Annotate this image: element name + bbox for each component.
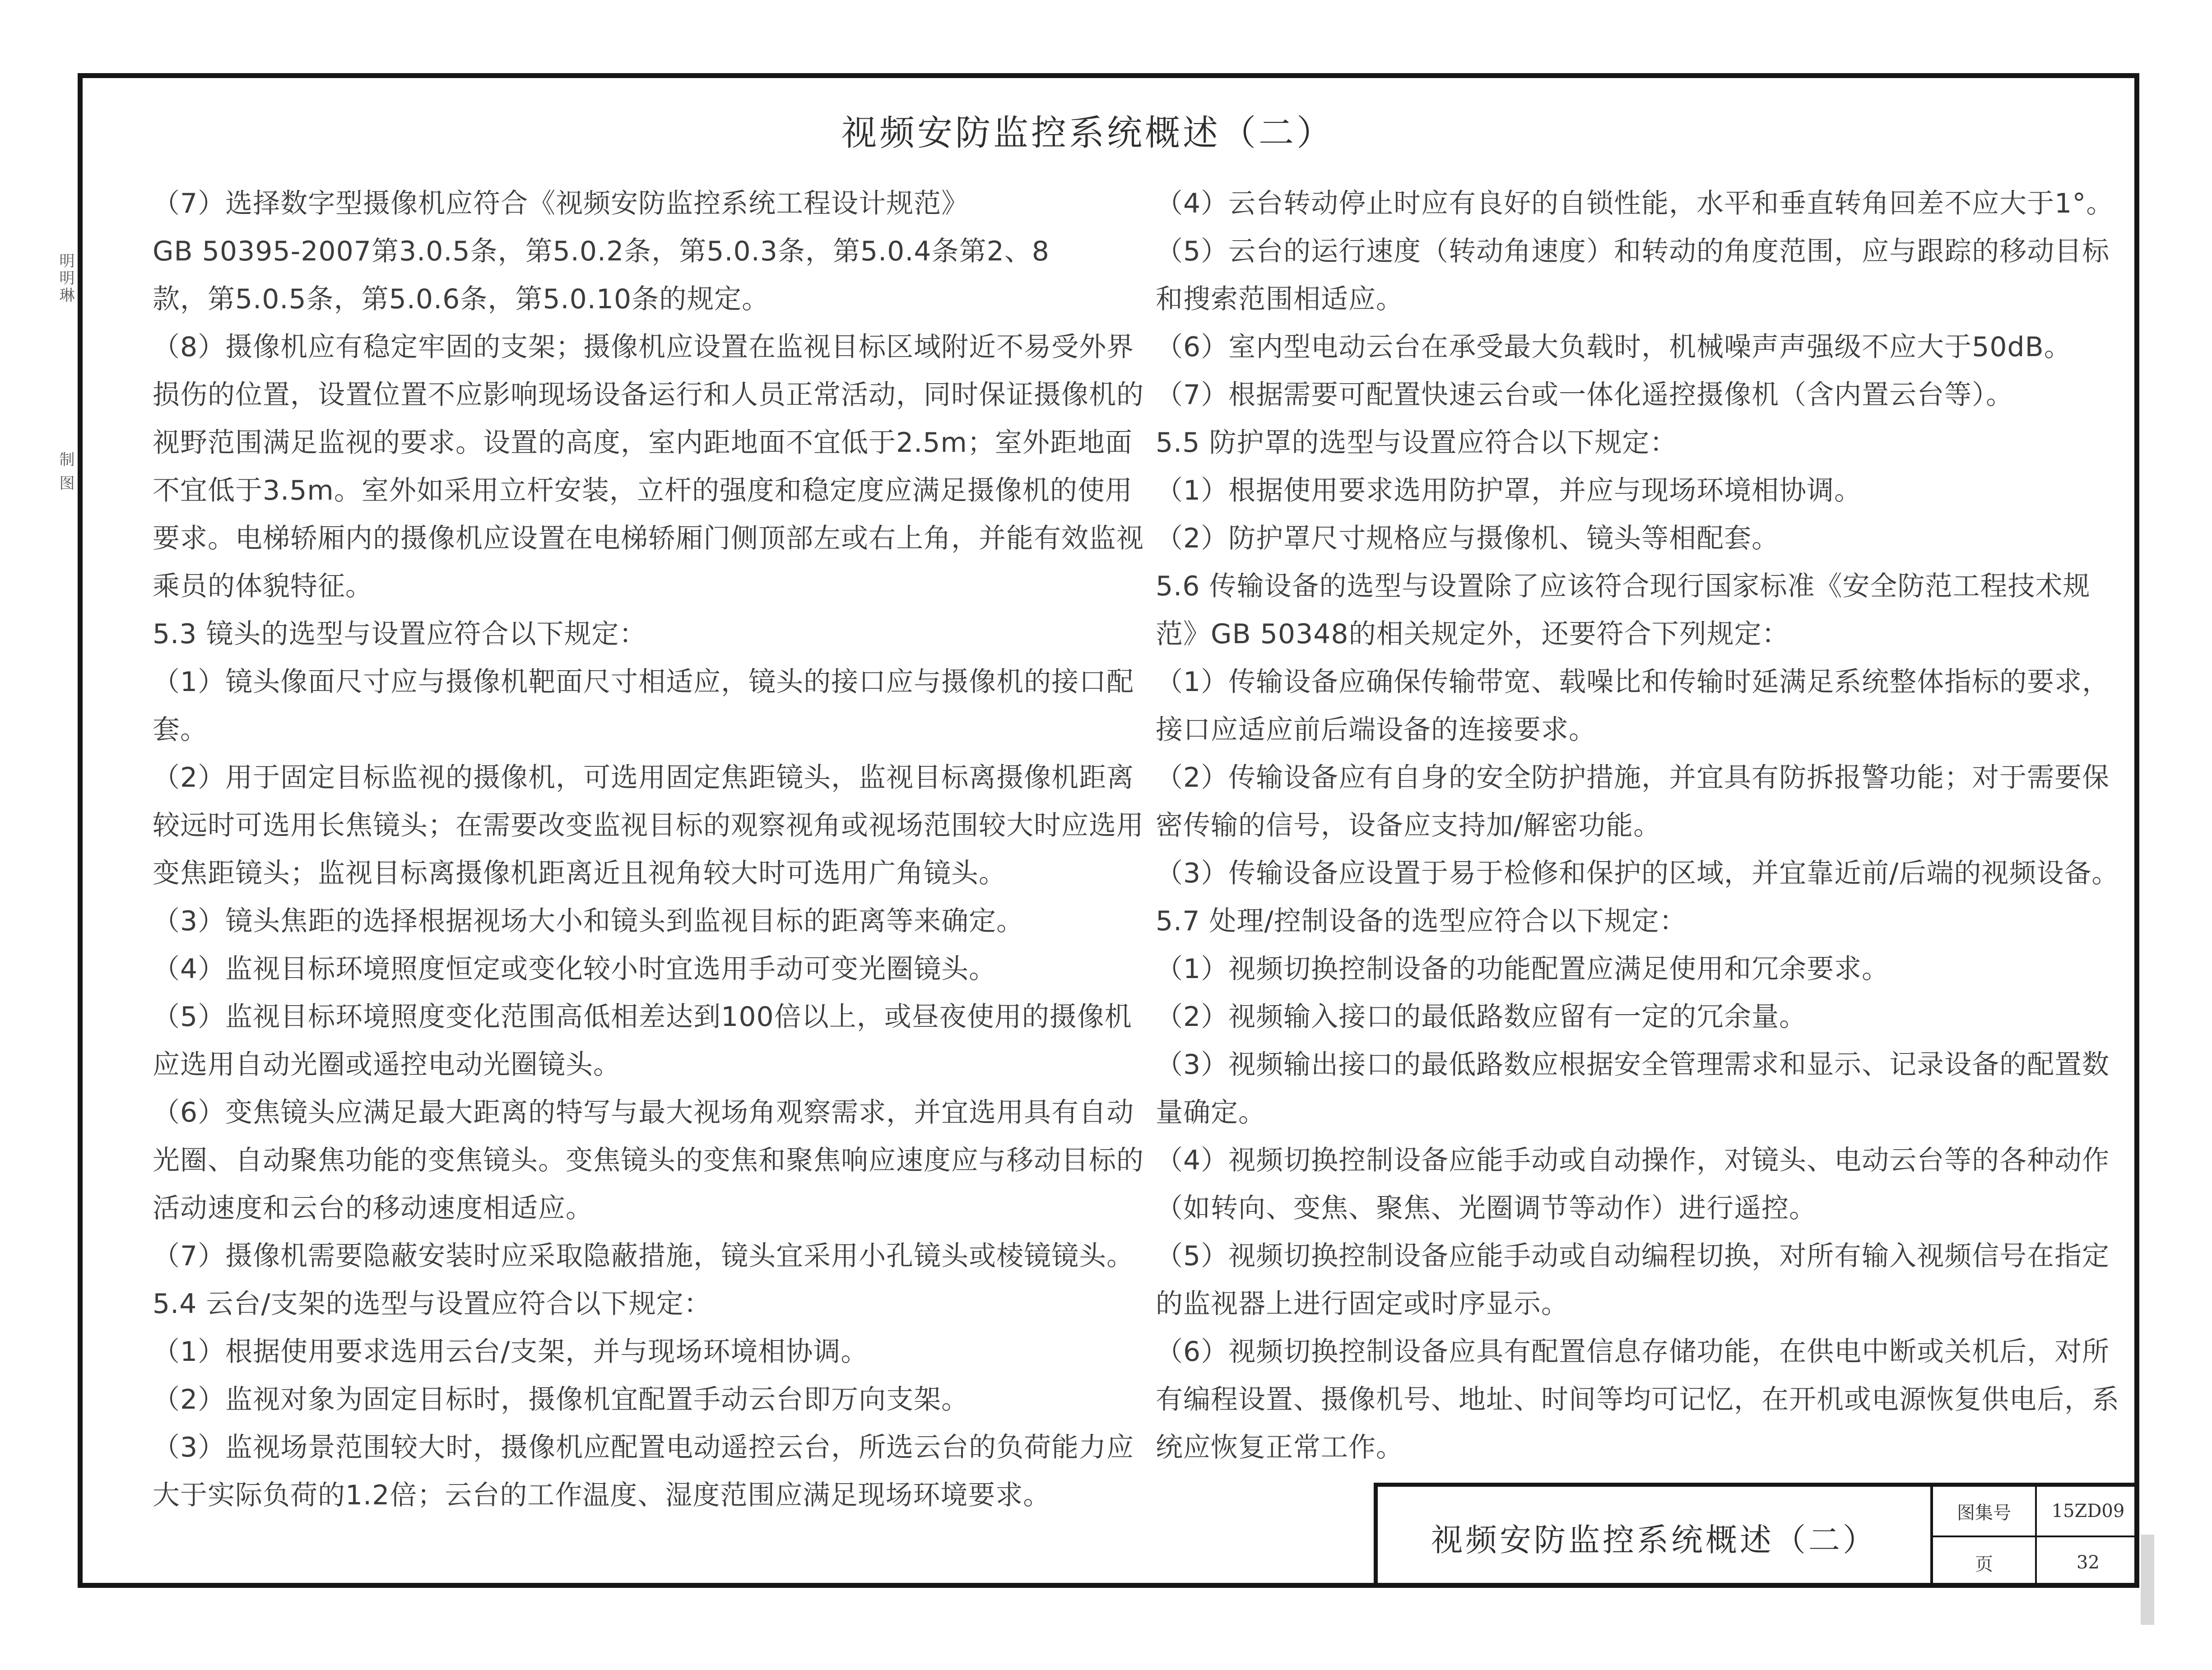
text-line: （4）云台转动停止时应有良好的自锁性能，水平和垂直转角回差不应大于1°。 xyxy=(1156,188,2114,219)
text-line: （8）摄像机应有稳定牢固的支架；摄像机应设置在监视目标区域附近不易受外界 xyxy=(153,331,1134,363)
text-line: 密传输的信号，设备应支持加/解密功能。 xyxy=(1156,810,1661,841)
text-line: （6）变焦镜头应满足最大距离的特写与最大视场角观察需求，并宜选用具有自动 xyxy=(153,1097,1134,1128)
text-line: （2）用于固定目标监视的摄像机，可选用固定焦距镜头，监视目标离摄像机距离 xyxy=(153,762,1134,793)
text-line: 量确定。 xyxy=(1156,1097,1266,1128)
text-line: GB 50395-2007第3.0.5条，第5.0.2条，第5.0.3条，第5.0.4条第2、8 xyxy=(153,236,1050,267)
text-line: 光圈、自动聚焦功能的变焦镜头。变焦镜头的变焦和聚焦响应速度应与移动目标的 xyxy=(153,1145,1144,1176)
scan-edge xyxy=(2141,1535,2154,1625)
text-line: 较远时可选用长焦镜头；在需要改变监视目标的观察视角或视场范围较大时应选用 xyxy=(153,810,1144,841)
text-line: 有编程设置、摄像机号、地址、时间等均可记忆，在开机或电源恢复供电后，系 xyxy=(1156,1384,2119,1415)
text-line: （5）监视目标环境照度变化范围高低相差达到100倍以上，或昼夜使用的摄像机 xyxy=(153,1001,1132,1033)
text-line: （1）根据使用要求选用云台/支架，并与现场环境相协调。 xyxy=(153,1336,869,1368)
text-line: （5）云台的运行速度（转动角速度）和转动的角度范围，应与跟踪的移动目标 xyxy=(1156,236,2110,267)
title-block-title: 视频安防监控系统概述（二） xyxy=(1378,1487,1933,1588)
text-line: 的监视器上进行固定或时序显示。 xyxy=(1156,1288,1569,1320)
text-line: 统应恢复正常工作。 xyxy=(1156,1432,1403,1463)
text-line: （6）视频切换控制设备应具有配置信息存储功能，在供电中断或关机后，对所 xyxy=(1156,1336,2110,1368)
text-line: 视野范围满足监视的要求。设置的高度，室内距地面不宜低于2.5m；室外距地面 xyxy=(153,427,1133,459)
text-line: （2）传输设备应有自身的安全防护措施，并宜具有防拆报警功能；对于需要保 xyxy=(1156,762,2110,793)
atlas-number-label: 图集号 xyxy=(1933,1487,2037,1537)
text-line: （6）室内型电动云台在承受最大负载时，机械噪声声强级不应大于50dB。 xyxy=(1156,331,2072,363)
text-line: 5.7 处理/控制设备的选型应符合以下规定： xyxy=(1156,905,1687,937)
page-title: 视频安防监控系统概述（二） xyxy=(841,113,1334,153)
text-line: 要求。电梯轿厢内的摄像机应设置在电梯轿厢门侧顶部左或右上角，并能有效监视 xyxy=(153,523,1144,554)
atlas-number-value: 15ZD09 xyxy=(2037,1487,2139,1537)
text-line: 套。 xyxy=(153,714,208,746)
text-line: 乘员的体貌特征。 xyxy=(153,571,373,602)
text-line: （1）视频切换控制设备的功能配置应满足使用和冗余要求。 xyxy=(1156,953,1890,985)
text-line: （2）监视对象为固定目标时，摄像机宜配置手动云台即万向支架。 xyxy=(153,1384,969,1415)
text-line: 5.3 镜头的选型与设置应符合以下规定： xyxy=(153,618,647,650)
page-number-label: 页 xyxy=(1933,1537,2037,1588)
title-block xyxy=(1374,1483,2139,1588)
text-line: （7）摄像机需要隐蔽安装时应采取隐蔽措施，镜头宜采用小孔镜头或棱镜镜头。 xyxy=(153,1240,1134,1272)
text-line: （7）选择数字型摄像机应符合《视频安防监控系统工程设计规范》 xyxy=(153,188,969,219)
text-line: （4）视频切换控制设备应能手动或自动操作，对镜头、电动云台等的各种动作 xyxy=(1156,1145,2110,1176)
text-line: 不宜低于3.5m。室外如采用立杆安装，立杆的强度和稳定度应满足摄像机的使用 xyxy=(153,475,1133,506)
text-line: 应选用自动光圈或遥控电动光圈镜头。 xyxy=(153,1049,621,1081)
text-line: （5）视频切换控制设备应能手动或自动编程切换，对所有输入视频信号在指定 xyxy=(1156,1240,2110,1272)
text-line: 接口应适应前后端设备的连接要求。 xyxy=(1156,714,1596,746)
text-line: 5.5 防护罩的选型与设置应符合以下规定： xyxy=(1156,427,1678,459)
text-line: （3）镜头焦距的选择根据视场大小和镜头到监视目标的距离等来确定。 xyxy=(153,905,1024,937)
text-line: 和搜索范围相适应。 xyxy=(1156,283,1403,315)
text-line: 活动速度和云台的移动速度相适应。 xyxy=(153,1192,593,1224)
text-line: 款，第5.0.5条，第5.0.6条，第5.0.10条的规定。 xyxy=(153,283,770,315)
text-line: 范》GB 50348的相关规定外，还要符合下列规定： xyxy=(1156,618,1789,650)
text-line: 变焦距镜头；监视目标离摄像机距离近且视角较大时可选用广角镜头。 xyxy=(153,858,1006,889)
text-line: 大于实际负荷的1.2倍；云台的工作温度、湿度范围应满足现场环境要求。 xyxy=(153,1480,1051,1511)
text-line: （2）防护罩尺寸规格应与摄像机、镜头等相配套。 xyxy=(1156,523,1780,554)
text-line: （3）视频输出接口的最低路数应根据安全管理需求和显示、记录设备的配置数 xyxy=(1156,1049,2110,1081)
text-line: （3）传输设备应设置于易于检修和保护的区域，并宜靠近前/后端的视频设备。 xyxy=(1156,858,2119,889)
margin-label-1: 明明琳 xyxy=(56,253,74,304)
text-line: （2）视频输入接口的最低路数应留有一定的冗余量。 xyxy=(1156,1001,1807,1033)
text-line: （3）监视场景范围较大时，摄像机应配置电动遥控云台，所选云台的负荷能力应 xyxy=(153,1432,1134,1463)
text-line: （4）监视目标环境照度恒定或变化较小时宜选用手动可变光圈镜头。 xyxy=(153,953,997,985)
text-line: 损伤的位置，设置位置不应影响现场设备运行和人员正常活动，同时保证摄像机的 xyxy=(153,379,1144,411)
text-line: （1）传输设备应确保传输带宽、载噪比和传输时延满足系统整体指标的要求， xyxy=(1156,666,2110,698)
margin-labels xyxy=(54,172,77,533)
page-number-value: 32 xyxy=(2077,1552,2100,1573)
text-line: （7）根据需要可配置快速云台或一体化遥控摄像机（含内置云台等）。 xyxy=(1156,379,2014,411)
text-line: 5.6 传输设备的选型与设置除了应该符合现行国家标准《安全防范工程技术规 xyxy=(1156,571,2091,602)
text-line: 5.4 云台/支架的选型与设置应符合以下规定： xyxy=(153,1288,711,1320)
text-line: （如转向、变焦、聚焦、光圈调节等动作）进行遥控。 xyxy=(1156,1192,1817,1224)
right-text-column xyxy=(1156,180,2119,1471)
left-text-column xyxy=(153,180,1144,1519)
text-line: （1）镜头像面尺寸应与摄像机靶面尺寸相适应，镜头的接口应与摄像机的接口配 xyxy=(153,666,1134,698)
text-line: （1）根据使用要求选用防护罩，并应与现场环境相协调。 xyxy=(1156,475,1862,506)
margin-label-2: 制 图 xyxy=(56,451,74,492)
